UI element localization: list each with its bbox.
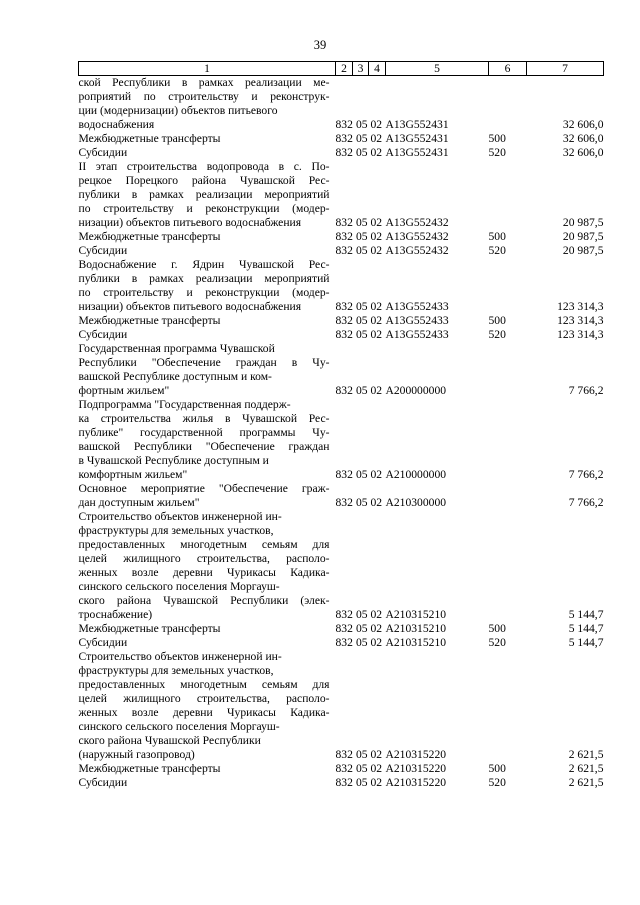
row-amount: 7 766,2	[568, 468, 604, 481]
row-expense-type	[489, 510, 527, 622]
row-name	[79, 342, 336, 398]
row-amount: 32 606,0	[562, 132, 604, 145]
row-ministry-code: 832	[335, 776, 353, 789]
row-ministry-code: 832	[335, 468, 353, 481]
row-amount: 123 314,3	[557, 300, 604, 313]
row-expense-type: 520	[488, 636, 506, 649]
row-expense-type	[489, 258, 527, 314]
table-row	[79, 230, 604, 244]
row-name-line: целей жилищного строительства, располо-	[78, 692, 330, 705]
row-name-line: Межбюджетные трансферты	[78, 762, 221, 775]
row-name-line: Субсидии	[78, 244, 128, 257]
row-name-line: Межбюджетные трансферты	[78, 230, 221, 243]
row-section-code: 05 02	[355, 384, 383, 397]
row-name-line: II этап строительства водопровода в с. По-	[78, 160, 330, 173]
row-section-code: 05 02	[355, 622, 383, 635]
row-expense-type: 500	[488, 762, 506, 775]
row-section-code: 05 02	[355, 314, 383, 327]
row-section-code: 05 02	[355, 244, 383, 257]
row-name-line: женных возле деревни Чурикасы Кадика-	[78, 566, 330, 579]
row-name	[79, 622, 336, 636]
row-name-line: Субсидии	[78, 146, 128, 159]
row-target-code: A210315210	[385, 622, 447, 635]
row-name	[79, 328, 336, 342]
row-ministry-code: 832	[335, 496, 353, 509]
row-name-line: целей жилищного строительства, располо-	[78, 552, 330, 565]
row-name-line: низации) объектов питьевого водоснабжения	[78, 300, 302, 313]
row-name-line: ка строительства жилья в Чувашской Рес-	[78, 412, 330, 425]
table-row	[79, 762, 604, 776]
row-section-code: 05 02	[355, 328, 383, 341]
row-expense-type	[489, 76, 527, 133]
page-number: 39	[313, 38, 327, 52]
table-row	[79, 776, 604, 790]
row-target-code: A210300000	[385, 496, 447, 509]
row-section-code: 05 02	[355, 230, 383, 243]
row-name-line: ского района Чувашской Республики	[78, 734, 261, 747]
row-expense-type	[489, 342, 527, 398]
row-target-code: A13G552431	[385, 132, 449, 145]
table-row	[79, 328, 604, 342]
row-name	[79, 776, 336, 790]
row-name-line: Водоснабжение г. Ядрин Чувашской Рес-	[78, 258, 330, 271]
table-row	[79, 622, 604, 636]
row-expense-type	[489, 398, 527, 482]
row-name-line: Государственная программа Чувашской	[78, 342, 275, 355]
row-name	[79, 762, 336, 776]
column-header-7: 7	[527, 62, 604, 76]
row-target-code: A210315210	[385, 608, 447, 621]
row-name-line: Межбюджетные трансферты	[78, 132, 221, 145]
row-target-code: A13G552432	[385, 216, 449, 229]
row-section-code: 05 02	[355, 636, 383, 649]
row-amount: 32 606,0	[562, 146, 604, 159]
row-name-line: предоставленных многодетным семьям для	[78, 678, 330, 691]
budget-table	[78, 61, 604, 790]
row-amount: 5 144,7	[568, 608, 604, 621]
row-section-code: 05 02	[355, 468, 383, 481]
row-ministry-code: 832	[335, 636, 353, 649]
row-name-line: синского сельского поселения Моргауш-	[78, 580, 280, 593]
row-name-line: публике" государственной программы Чу-	[78, 426, 330, 439]
row-amount: 20 987,5	[562, 230, 604, 243]
row-expense-type: 500	[488, 230, 506, 243]
table-row	[79, 314, 604, 328]
row-name-line: троснабжение)	[78, 608, 153, 621]
row-section-code: 05 02	[355, 146, 383, 159]
row-name-line: Строительство объектов инженерной ин-	[78, 510, 282, 523]
row-ministry-code: 832	[335, 762, 353, 775]
row-name-line: ского района Чувашской Республики (элек-	[78, 594, 330, 607]
row-target-code: A13G552432	[385, 230, 449, 243]
row-target-code: A210315220	[385, 776, 447, 789]
row-name-line: публики в рамках реализации мероприятий	[78, 272, 330, 285]
column-header-3: 3	[353, 62, 369, 76]
row-name-line: публики в рамках реализации мероприятий	[78, 188, 330, 201]
row-name	[79, 132, 336, 146]
row-expense-type: 520	[488, 146, 506, 159]
row-ministry-code: 832	[335, 146, 353, 159]
row-name	[79, 146, 336, 160]
row-section-code: 05 02	[355, 748, 383, 761]
row-name	[79, 510, 336, 622]
row-expense-type: 520	[488, 244, 506, 257]
row-name-line: Межбюджетные трансферты	[78, 622, 221, 635]
table-row	[79, 132, 604, 146]
row-name-line: вашской Республике доступным и ком-	[78, 370, 272, 383]
row-amount: 7 766,2	[568, 496, 604, 509]
row-name	[79, 650, 336, 762]
row-amount: 5 144,7	[568, 636, 604, 649]
row-name-line: дан доступным жильем"	[78, 496, 200, 509]
row-ministry-code: 832	[335, 748, 353, 761]
table-row	[79, 482, 604, 510]
row-amount: 2 621,5	[568, 762, 604, 775]
row-name-line: фраструктуры для земельных участков,	[78, 524, 274, 537]
row-ministry-code: 832	[335, 622, 353, 635]
row-name-line: вашской Республики "Обеспечение граждан	[78, 440, 330, 453]
row-ministry-code: 832	[335, 328, 353, 341]
row-section-code: 05 02	[355, 300, 383, 313]
row-ministry-code: 832	[335, 300, 353, 313]
row-name-line: (наружный газопровод)	[78, 748, 195, 761]
table-row	[79, 650, 604, 762]
row-name-line: водоснабжения	[78, 118, 155, 131]
row-amount: 123 314,3	[557, 328, 604, 341]
row-name-line: рецкое Порецкого района Чувашской Рес-	[78, 174, 330, 187]
row-section-code: 05 02	[355, 132, 383, 145]
row-name	[79, 636, 336, 650]
table-row	[79, 258, 604, 314]
row-expense-type: 500	[488, 622, 506, 635]
row-target-code: A13G552431	[385, 146, 449, 159]
table-row	[79, 160, 604, 230]
row-section-code: 05 02	[355, 216, 383, 229]
row-ministry-code: 832	[335, 132, 353, 145]
row-expense-type	[489, 482, 527, 510]
row-name	[79, 76, 336, 133]
row-name-line: низации) объектов питьевого водоснабжения	[78, 216, 302, 229]
row-expense-type: 500	[488, 132, 506, 145]
column-header-2: 2	[336, 62, 353, 76]
row-name	[79, 258, 336, 314]
row-name-line: Субсидии	[78, 328, 128, 341]
column-header-5: 5	[386, 62, 489, 76]
row-name-line: в Чувашской Республике доступным и	[78, 454, 269, 467]
row-ministry-code: 832	[335, 230, 353, 243]
row-name	[79, 244, 336, 258]
row-name-line: по строительству и реконструкции (модер-	[78, 286, 330, 299]
row-target-code: A13G552431	[385, 118, 449, 131]
row-amount: 123 314,3	[557, 314, 604, 327]
row-ministry-code: 832	[335, 314, 353, 327]
row-name-line: синского сельского поселения Моргауш-	[78, 720, 280, 733]
row-name-line: Строительство объектов инженерной ин-	[78, 650, 282, 663]
row-name	[79, 398, 336, 482]
row-name-line: Республики "Обеспечение граждан в Чу-	[78, 356, 330, 369]
row-target-code: A210000000	[385, 468, 447, 481]
table-row	[79, 636, 604, 650]
table-body	[79, 76, 604, 791]
row-amount: 7 766,2	[568, 384, 604, 397]
row-target-code: A13G552432	[385, 244, 449, 257]
row-section-code: 05 02	[355, 776, 383, 789]
table-row	[79, 244, 604, 258]
row-target-code: A210315210	[385, 636, 447, 649]
row-name-line: комфортным жильем"	[78, 468, 188, 481]
table-row	[79, 510, 604, 622]
row-name-line: по строительству и реконструкции (модер-	[78, 202, 330, 215]
row-name	[79, 230, 336, 244]
row-name	[79, 314, 336, 328]
row-target-code: A210315220	[385, 748, 447, 761]
row-name-line: Подпрограмма "Государственная поддерж-	[78, 398, 291, 411]
row-ministry-code: 832	[335, 384, 353, 397]
column-header-1: 1	[79, 62, 336, 76]
row-target-code: A13G552433	[385, 328, 449, 341]
column-header-6: 6	[489, 62, 527, 76]
row-expense-type: 520	[488, 776, 506, 789]
row-amount: 2 621,5	[568, 776, 604, 789]
row-ministry-code: 832	[335, 216, 353, 229]
row-name-line: фортным жильем"	[78, 384, 170, 397]
row-name-line: женных возле деревни Чурикасы Кадика-	[78, 706, 330, 719]
row-section-code: 05 02	[355, 608, 383, 621]
row-section-code: 05 02	[355, 118, 383, 131]
row-expense-type	[489, 160, 527, 230]
row-section-code: 05 02	[355, 762, 383, 775]
table-row	[79, 146, 604, 160]
row-name-line: Субсидии	[78, 636, 128, 649]
row-expense-type: 500	[488, 314, 506, 327]
row-amount: 20 987,5	[562, 216, 604, 229]
row-amount: 2 621,5	[568, 748, 604, 761]
row-name	[79, 160, 336, 230]
column-number-header	[79, 62, 604, 76]
row-expense-type: 520	[488, 328, 506, 341]
row-name	[79, 482, 336, 510]
row-name-line: Субсидии	[78, 776, 128, 789]
row-expense-type	[489, 650, 527, 762]
row-name-line: ции (модернизации) объектов питьевого	[78, 104, 278, 117]
row-name-line: роприятий по строительству и реконструк-	[78, 90, 330, 103]
row-name-line: фраструктуры для земельных участков,	[78, 664, 274, 677]
table-row	[79, 398, 604, 482]
row-target-code: A13G552433	[385, 300, 449, 313]
row-target-code: A200000000	[385, 384, 447, 397]
row-target-code: A210315220	[385, 762, 447, 775]
table-row	[79, 76, 604, 133]
column-header-4: 4	[369, 62, 386, 76]
row-target-code: A13G552433	[385, 314, 449, 327]
row-name-line: Основное мероприятие "Обеспечение граж-	[78, 482, 330, 495]
row-name-line: Межбюджетные трансферты	[78, 314, 221, 327]
row-ministry-code: 832	[335, 244, 353, 257]
row-ministry-code: 832	[335, 608, 353, 621]
row-name-line: ской Республики в рамках реализации ме-	[78, 76, 330, 89]
row-amount: 32 606,0	[562, 118, 604, 131]
table-row	[79, 342, 604, 398]
row-amount: 5 144,7	[568, 622, 604, 635]
row-name-line: предоставленных многодетным семьям для	[78, 538, 330, 551]
row-ministry-code: 832	[335, 118, 353, 131]
row-amount: 20 987,5	[562, 244, 604, 257]
row-section-code: 05 02	[355, 496, 383, 509]
